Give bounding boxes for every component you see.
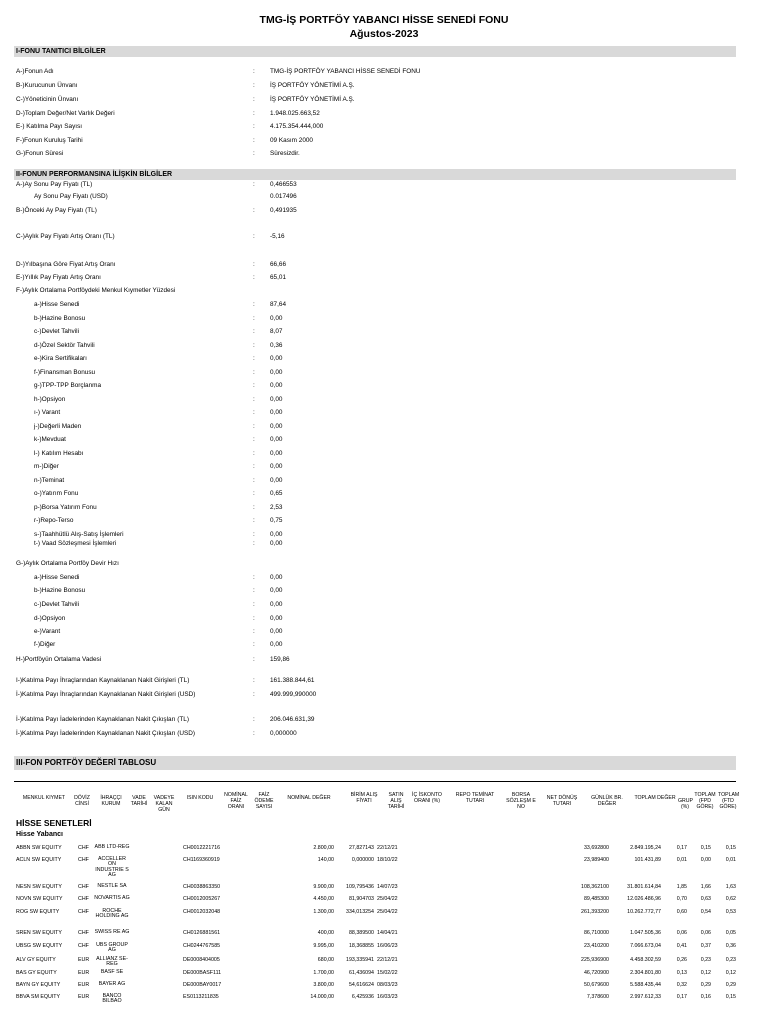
cell-cur: CHF [78, 930, 89, 936]
info-label: E-) Katılma Payı Sayısı [16, 123, 83, 130]
cell-g1: 0,70 [676, 896, 687, 902]
performance-value: 0,00 [270, 396, 283, 403]
cell-date: 16/03/23 [377, 994, 398, 1000]
cell-g2: 0,63 [700, 896, 711, 902]
performance-value: 0,491935 [270, 207, 297, 214]
performance-value: 159,86 [270, 656, 290, 663]
cell-nominal: 680,00 [317, 957, 334, 963]
cell-nominal: 9.900,00 [313, 884, 334, 890]
cell-name: NESN SW EQUITY [16, 884, 62, 890]
cell-g3: 0,12 [725, 970, 736, 976]
cell-name: ALV GY EQUITY [16, 957, 56, 963]
column-header: TOPLAM (FPD GÖRE) [694, 792, 716, 810]
cell-issuer: ALLIANZ SE-REG [96, 956, 128, 968]
cell-cur: CHF [78, 943, 89, 949]
cell-date: 15/02/22 [377, 970, 398, 976]
info-value: 4.175.354.444,000 [270, 123, 324, 130]
info-value: TMG-İŞ PORTFÖY YABANCI HİSSE SENEDİ FONU [270, 68, 421, 75]
column-header: TOPLAM (FTD GÖRE) [718, 792, 740, 810]
cell-isin: DE000BAY0017 [183, 982, 222, 988]
performance-label: f-)Diğer [34, 641, 56, 648]
cell-cur: CHF [78, 857, 89, 863]
performance-colon: : [253, 677, 255, 684]
cell-daily: 46,720900 [583, 970, 609, 976]
info-value: 1.948.025.663,52 [270, 110, 320, 117]
cell-g1: 0,17 [676, 845, 687, 851]
cell-g3: 0,62 [725, 896, 736, 902]
performance-colon: : [253, 691, 255, 698]
cell-cur: CHF [78, 896, 89, 902]
cell-name: BAS GY EQUITY [16, 970, 57, 976]
cell-unit-price: 334,013254 [346, 909, 374, 915]
cell-daily: 7,378600 [586, 994, 609, 1000]
performance-value: 0,75 [270, 517, 283, 524]
cell-g1: 0,32 [676, 982, 687, 988]
performance-label: b-)Hazine Bonosu [34, 587, 86, 594]
performance-value: 0,00 [270, 423, 283, 430]
cell-total: 7.066.673,04 [630, 943, 661, 949]
performance-colon: : [253, 274, 255, 281]
cell-unit-price: 61,436094 [348, 970, 374, 976]
cell-total: 2.304.801,80 [630, 970, 661, 976]
section-3-title: III-FON PORTFÖY DEĞERİ TABLOSU [14, 756, 736, 770]
cell-nominal: 1.700,00 [313, 970, 334, 976]
cell-cur: EUR [78, 957, 90, 963]
info-colon: : [253, 82, 255, 89]
info-colon: : [253, 137, 255, 144]
performance-value: 0,65 [270, 490, 283, 497]
performance-colon: : [253, 504, 255, 511]
column-header: VADEYE KALAN GÜN [153, 795, 175, 813]
cell-isin: DE000BASF111 [183, 970, 222, 976]
cell-isin: CH0126881561 [183, 930, 221, 936]
cell-unit-price: 0,000000 [351, 857, 374, 863]
cell-name: UBSG SW EQUITY [16, 943, 63, 949]
info-value: 09 Kasım 2000 [270, 137, 313, 144]
performance-label: I-)Katılma Payı İhraçlarından Kaynaklanan Nakit Girişleri (TL) [16, 677, 190, 684]
performance-colon: : [253, 342, 255, 349]
performance-label: t-) Vaad Sözleşmesi İşlemleri [34, 540, 117, 547]
cell-issuer: ACCELLER ON INDUSTRIE S AG [95, 856, 129, 879]
column-header: GRUP (%) [678, 798, 693, 810]
cell-daily: 23,410200 [583, 943, 609, 949]
info-value: Süresizdir. [270, 150, 300, 157]
column-header: MENKUL KIYMET [22, 795, 66, 801]
cell-total: 2.997.612,33 [630, 994, 661, 1000]
performance-colon: : [253, 233, 255, 240]
info-colon: : [253, 150, 255, 157]
cell-total: 31.801.614,84 [627, 884, 661, 890]
performance-value: 499.999,990000 [270, 691, 317, 698]
performance-label: A-)Ay Sonu Pay Fiyatı (TL) [16, 181, 93, 188]
cell-g3: 0,29 [725, 982, 736, 988]
performance-value: 0,00 [270, 355, 283, 362]
cell-cur: CHF [78, 845, 89, 851]
cell-g2: 0,16 [700, 994, 711, 1000]
performance-colon: : [253, 641, 255, 648]
cell-name: ABBN SW EQUITY [16, 845, 62, 851]
performance-value: 87,64 [270, 301, 286, 308]
cell-name: ROG SW EQUITY [16, 909, 60, 915]
performance-value: 0,00 [270, 601, 283, 608]
cell-unit-price: 81,904703 [348, 896, 374, 902]
performance-label: H-)Portföyün Ortalama Vadesi [16, 656, 102, 663]
cell-nominal: 9.995,00 [313, 943, 334, 949]
performance-colon: : [253, 315, 255, 322]
performance-label: a-)Hisse Senedi [34, 301, 80, 308]
performance-label: İ-)Katılma Payı İadelerinden Kaynaklanan Nakit Çıkışları (TL) [16, 716, 189, 723]
performance-value: 0,00 [270, 382, 283, 389]
cell-date: 25/04/22 [377, 896, 398, 902]
cell-total: 12.026.486,96 [627, 896, 661, 902]
performance-value: 161.388.844,61 [270, 677, 315, 684]
performance-colon: : [253, 396, 255, 403]
performance-colon: : [253, 450, 255, 457]
cell-nominal: 1.300,00 [313, 909, 334, 915]
cell-name: ACLN SW EQUITY [16, 857, 62, 863]
cell-issuer: ABB LTD-REG [94, 844, 130, 850]
cell-daily: 89,485300 [583, 896, 609, 902]
column-header: BORSA SÖZLEŞM E NO [506, 792, 536, 810]
cell-g2: 0,54 [700, 909, 711, 915]
cell-name: BAYN GY EQUITY [16, 982, 61, 988]
cell-g2: 0,00 [700, 857, 711, 863]
performance-colon: : [253, 207, 255, 214]
performance-value: 66,66 [270, 261, 286, 268]
cell-date: 14/04/21 [377, 930, 398, 936]
performance-colon: : [253, 436, 255, 443]
performance-label: a-)Hisse Senedi [34, 574, 80, 581]
info-colon: : [253, 68, 255, 75]
column-header: NET DÖNÜŞ TUTARI [546, 795, 578, 807]
cell-isin: CH0244767585 [183, 943, 221, 949]
performance-colon: : [253, 615, 255, 622]
info-label: D-)Toplam Değer/Net Varlık Değeri [16, 110, 115, 117]
group-title: HİSSE SENETLERİ [16, 818, 92, 828]
info-colon: : [253, 110, 255, 117]
cell-daily: 23,989400 [583, 857, 609, 863]
cell-isin: CH0012032048 [183, 909, 221, 915]
cell-g1: 0,17 [676, 994, 687, 1000]
column-header: REPO TEMİNAT TUTARI [455, 792, 495, 804]
cell-daily: 108,362100 [581, 884, 609, 890]
performance-value: 0,00 [270, 641, 283, 648]
performance-value: 0,466553 [270, 181, 297, 188]
info-label: B-)Kurucunun Ünvanı [16, 82, 78, 89]
cell-cur: CHF [78, 884, 89, 890]
performance-value: 0,000000 [270, 730, 297, 737]
cell-daily: 50,679600 [583, 982, 609, 988]
cell-name: NOVN SW EQUITY [16, 896, 63, 902]
performance-label: e-)Varant [34, 628, 61, 635]
cell-g2: 0,06 [700, 930, 711, 936]
performance-colon: : [253, 716, 255, 723]
cell-g1: 0,06 [676, 930, 687, 936]
performance-label: C-)Aylık Pay Fiyatı Artış Oranı (TL) [16, 233, 115, 240]
performance-label: F-)Aylık Ortalama Portföydeki Menkul Kıymetler Yüzdesi [16, 287, 176, 294]
performance-label: s-)Taahhütlü Alış-Satış İşlemleri [34, 531, 124, 538]
cell-name: SREN SW EQUITY [16, 930, 62, 936]
cell-daily: 225,936900 [581, 957, 609, 963]
cell-total: 5.588.435,44 [630, 982, 661, 988]
section-1-title: I-FONU TANITICI BİLGİLER [14, 46, 736, 57]
cell-issuer: SWISS RE AG [94, 929, 130, 935]
cell-isin: CH0038863350 [183, 884, 221, 890]
cell-nominal: 2.800,00 [313, 845, 334, 851]
cell-issuer: NESTLE SA [97, 883, 127, 889]
performance-label: b-)Hazine Bonosu [34, 315, 86, 322]
performance-colon: : [253, 382, 255, 389]
cell-unit-price: 54,616624 [348, 982, 374, 988]
performance-colon: : [253, 369, 255, 376]
column-header: GÜNLÜK BR. DEĞER [591, 795, 623, 807]
performance-value: 0,00 [270, 615, 283, 622]
cell-g1: 1,85 [676, 884, 687, 890]
performance-value: 0,00 [270, 409, 283, 416]
cell-isin: CH1169360919 [183, 857, 220, 863]
performance-label: D-)Yılbaşına Göre Fiyat Artış Oranı [16, 261, 116, 268]
info-label: A-)Fonun Adı [16, 68, 54, 75]
performance-label: n-)Teminat [34, 477, 65, 484]
cell-unit-price: 88,389500 [348, 930, 374, 936]
performance-label: f-)Finansman Bonusu [34, 369, 96, 376]
page-title: TMG-İŞ PORTFÖY YABANCI HİSSE SENEDİ FONU [259, 14, 509, 26]
performance-colon: : [253, 261, 255, 268]
performance-label: o-)Yatırım Fonu [34, 490, 79, 497]
cell-daily: 86,710000 [583, 930, 609, 936]
performance-label: İ-)Katılma Payı İadelerinden Kaynaklanan Nakit Çıkışları (USD) [16, 730, 196, 737]
performance-label: e-)Kira Sertifikaları [34, 355, 87, 362]
performance-value: 0,00 [270, 531, 283, 538]
performance-colon: : [253, 301, 255, 308]
cell-g1: 0,26 [676, 957, 687, 963]
performance-value: 65,01 [270, 274, 286, 281]
cell-g1: 0,01 [676, 857, 687, 863]
cell-date: 25/04/22 [377, 909, 398, 915]
performance-value: -5,16 [270, 233, 285, 240]
column-header: BİRİM ALIŞ FİYATI [350, 792, 378, 804]
column-header: İHRAÇÇI KURUM [100, 795, 122, 807]
cell-g3: 0,15 [725, 994, 736, 1000]
performance-value: 0,00 [270, 369, 283, 376]
column-header: NOMİNAL FAİZ ORANI [224, 792, 248, 810]
info-label: G-)Fonun Süresi [16, 150, 64, 157]
cell-issuer: NOVARTIS AG [94, 895, 130, 901]
performance-colon: : [253, 328, 255, 335]
performance-label: g-)TPP-TPP Borçlanma [34, 382, 102, 389]
cell-issuer: BASF SE [100, 969, 124, 975]
cell-g2: 0,29 [700, 982, 711, 988]
performance-value: 0,00 [270, 450, 283, 457]
cell-unit-price: 193,335941 [346, 957, 374, 963]
performance-label: c-)Devlet Tahvili [34, 328, 79, 335]
cell-unit-price: 6,425936 [351, 994, 374, 1000]
cell-cur: CHF [78, 909, 89, 915]
performance-label: Ay Sonu Pay Fiyatı (USD) [34, 193, 108, 200]
cell-total: 2.849.195,24 [630, 845, 661, 851]
portfolio-table-header [14, 781, 740, 820]
cell-nominal: 400,00 [317, 930, 334, 936]
cell-date: 22/12/21 [377, 845, 398, 851]
cell-date: 18/10/22 [377, 857, 398, 863]
column-header: DÖVİZ CİNSİ [74, 795, 90, 807]
column-header: NOMİNAL DEĞER [287, 795, 331, 801]
column-header: İÇ İSKONTO ORANI (%) [412, 792, 442, 804]
cell-g3: 0,36 [725, 943, 736, 949]
column-header: TOPLAM DEĞER [634, 795, 676, 801]
performance-colon: : [253, 477, 255, 484]
performance-colon: : [253, 531, 255, 538]
cell-g2: 0,23 [700, 957, 711, 963]
cell-date: 22/12/21 [377, 957, 398, 963]
column-header: SATIN ALIŞ TARİHİ [387, 792, 405, 810]
cell-isin: ES0113211835 [183, 994, 219, 1000]
performance-label: d-)Opsiyon [34, 615, 66, 622]
performance-colon: : [253, 730, 255, 737]
performance-label: G-)Aylık Ortalama Portföy Devir Hızı [16, 560, 119, 567]
performance-label: h-)Opsiyon [34, 396, 66, 403]
performance-label: d-)Özel Sektör Tahvili [34, 342, 95, 349]
performance-label: ı-) Varant [34, 409, 61, 416]
cell-g2: 0,15 [700, 845, 711, 851]
performance-colon: : [253, 181, 255, 188]
cell-total: 1.047.505,36 [630, 930, 661, 936]
performance-colon: : [253, 628, 255, 635]
cell-date: 16/06/23 [377, 943, 398, 949]
performance-label: r-)Repo-Terso [34, 517, 74, 524]
performance-colon: : [253, 490, 255, 497]
performance-value: 8,07 [270, 328, 283, 335]
performance-value: 2,53 [270, 504, 283, 511]
cell-g3: 0,23 [725, 957, 736, 963]
performance-label: k-)Mevduat [34, 436, 66, 443]
performance-colon: : [253, 355, 255, 362]
performance-value: 206.046.631,39 [270, 716, 315, 723]
cell-total: 4.458.302,59 [630, 957, 661, 963]
column-header: FAİZ ÖDEME SAYISI [254, 792, 274, 810]
info-label: F-)Fonun Kuruluş Tarihi [16, 137, 83, 144]
performance-value: 0,00 [270, 628, 283, 635]
cell-nominal: 4.450,00 [313, 896, 334, 902]
cell-issuer: BANCO BILBAO [102, 993, 122, 1005]
info-label: C-)Yöneticinin Ünvanı [16, 96, 79, 103]
performance-value: 0,00 [270, 463, 283, 470]
cell-g3: 0,01 [725, 857, 736, 863]
cell-daily: 261,393200 [581, 909, 609, 915]
cell-daily: 33,692800 [583, 845, 609, 851]
performance-colon: : [253, 656, 255, 663]
performance-colon: : [253, 463, 255, 470]
cell-g2: 1,66 [700, 884, 711, 890]
performance-value: 0,00 [270, 477, 283, 484]
cell-g2: 0,12 [700, 970, 711, 976]
cell-g1: 0,60 [676, 909, 687, 915]
performance-value: 0,00 [270, 540, 283, 547]
cell-total: 101.431,89 [634, 857, 661, 863]
performance-value: 0,00 [270, 436, 283, 443]
cell-g3: 0,05 [725, 930, 736, 936]
page-subtitle: Ağustos-2023 [349, 28, 419, 40]
cell-cur: EUR [78, 982, 90, 988]
cell-nominal: 3.800,00 [313, 982, 334, 988]
cell-isin: CH0012005267 [183, 896, 221, 902]
performance-colon: : [253, 587, 255, 594]
performance-value: 0,00 [270, 574, 283, 581]
cell-g3: 1,63 [725, 884, 736, 890]
cell-g1: 0,41 [676, 943, 687, 949]
cell-issuer: UBS GROUP AG [96, 942, 128, 954]
cell-g2: 0,37 [700, 943, 711, 949]
performance-colon: : [253, 517, 255, 524]
cell-cur: EUR [78, 970, 90, 976]
cell-g3: 0,53 [725, 909, 736, 915]
cell-issuer: ROCHE HOLDING AG [95, 908, 129, 920]
performance-label: İ-)Katılma Payı İhraçlarından Kaynaklanan Nakit Girişleri (USD) [16, 691, 196, 698]
performance-value: 0,36 [270, 342, 283, 349]
performance-value: 0,00 [270, 315, 283, 322]
cell-name: BBVA SM EQUITY [16, 994, 61, 1000]
performance-label: c-)Devlet Tahvili [34, 601, 79, 608]
cell-total: 10.262.772,77 [627, 909, 661, 915]
cell-g3: 0,15 [725, 845, 736, 851]
info-value: İŞ PORTFÖY YÖNETİMİ A.Ş. [270, 96, 355, 103]
performance-label: j-)Değerli Maden [34, 423, 82, 430]
column-header: ISIN KODU [186, 795, 214, 801]
info-colon: : [253, 96, 255, 103]
performance-colon: : [253, 423, 255, 430]
cell-isin: DE0008404005 [183, 957, 220, 963]
section-2-title: II-FONUN PERFORMANSINA İLİŞKİN BİLGİLER [14, 169, 736, 180]
performance-label: l-) Katılım Hesabı [34, 450, 84, 457]
performance-value: 0,00 [270, 587, 283, 594]
performance-colon: : [253, 409, 255, 416]
cell-nominal: 140,00 [317, 857, 334, 863]
subgroup-title: Hisse Yabancı [16, 831, 63, 838]
cell-unit-price: 18,368855 [348, 943, 374, 949]
performance-label: p-)Borsa Yatırım Fonu [34, 504, 97, 511]
cell-issuer: BAYER AG [98, 981, 126, 987]
performance-colon: : [253, 601, 255, 608]
cell-g1: 0,13 [676, 970, 687, 976]
cell-date: 08/03/23 [377, 982, 398, 988]
cell-nominal: 14.000,00 [310, 994, 334, 1000]
performance-label: m-)Diğer [34, 463, 59, 470]
performance-value: 0.017496 [270, 193, 297, 200]
performance-label: E-)Yıllık Pay Fiyatı Artış Oranı [16, 274, 101, 281]
cell-cur: EUR [78, 994, 90, 1000]
info-value: İŞ PORTFÖY YÖNETİMİ A.Ş. [270, 82, 355, 89]
cell-unit-price: 27,827143 [348, 845, 374, 851]
column-header: VADE TARİHİ [130, 795, 148, 807]
info-colon: : [253, 123, 255, 130]
cell-isin: CH0012221716 [183, 845, 221, 851]
performance-colon: : [253, 574, 255, 581]
cell-unit-price: 109,795436 [346, 884, 374, 890]
performance-colon: : [253, 540, 255, 547]
performance-label: B-)Önceki Ay Pay Fiyatı (TL) [16, 207, 97, 214]
cell-date: 14/07/23 [377, 884, 398, 890]
